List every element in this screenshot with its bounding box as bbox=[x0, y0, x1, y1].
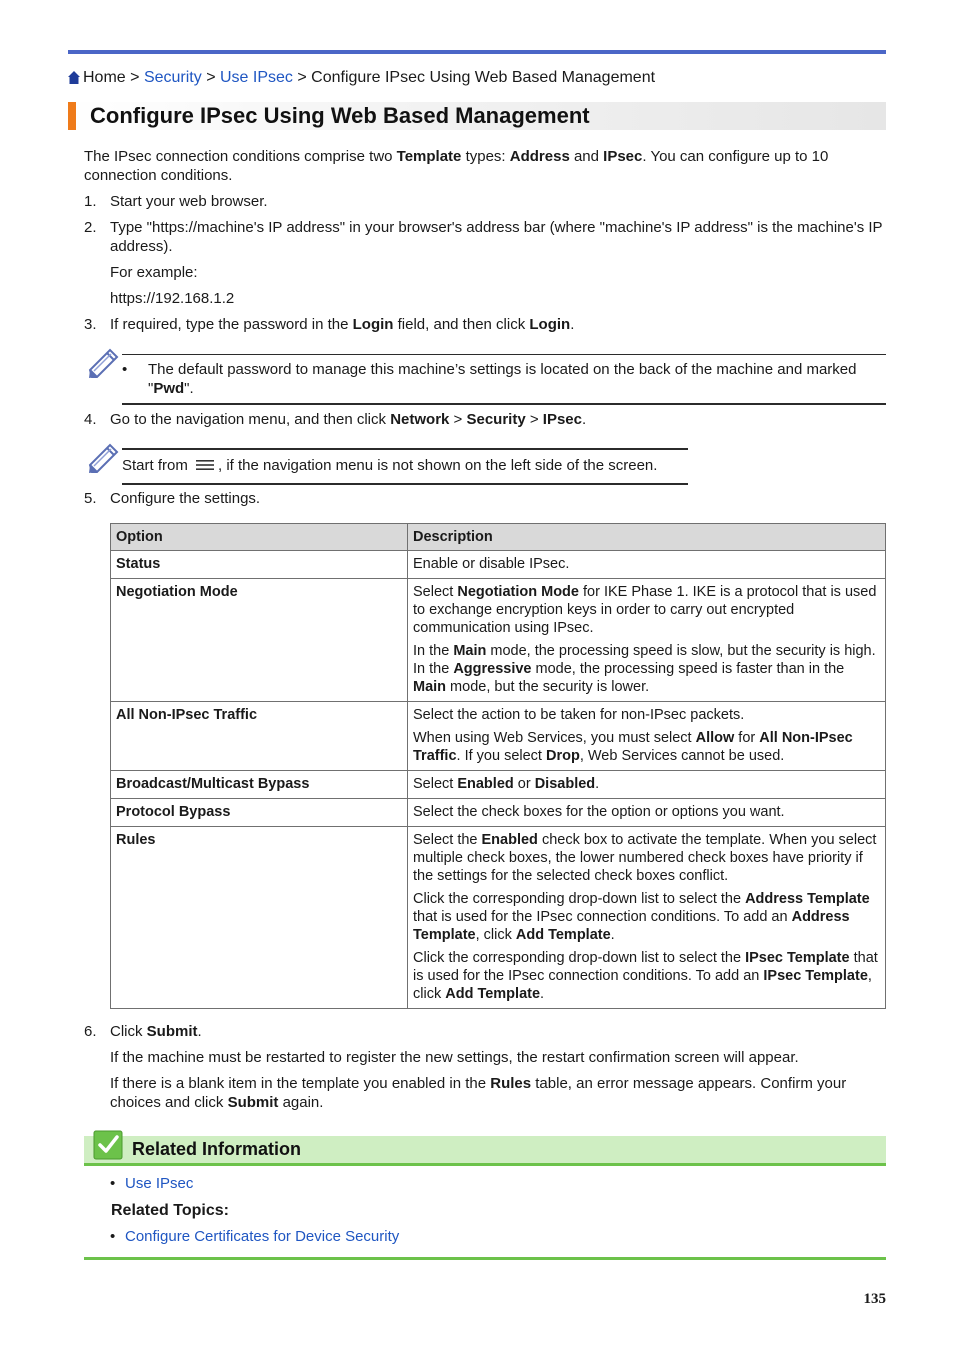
step-number: 6. bbox=[84, 1023, 97, 1040]
step-text: Start your web browser. bbox=[110, 193, 268, 210]
option-cell: Negotiation Mode bbox=[111, 579, 408, 702]
related-topics-label: Related Topics: bbox=[111, 1202, 229, 1219]
description-cell: Select Enabled or Disabled. bbox=[408, 771, 886, 799]
description-cell: Select Negotiation Mode for IKE Phase 1. IKE is a protocol that is used to exchange encryption keys in order to carry out encrypted communication using IPsec. In the Main mode, the processing speed is slow, but the security is high. In the Aggressive mode, the processing speed is faster than in the Main mode, but the security is lower. bbox=[408, 579, 886, 702]
checkmark-icon bbox=[93, 1130, 123, 1160]
step-text: Type "https://machine's IP address" in your browser's address bar (where "machine's IP address" is the machine's IP address). bbox=[110, 219, 883, 255]
description-cell: Enable or disable IPsec. bbox=[408, 551, 886, 579]
breadcrumb-link-security[interactable]: Security bbox=[143, 69, 202, 86]
breadcrumb-separator: > bbox=[206, 69, 216, 86]
note-top-rule bbox=[122, 354, 886, 355]
option-cell: Protocol Bypass bbox=[111, 799, 408, 827]
note-text: The default password to manage this machine’s settings is located on the back of the machine and marked "Pwd". bbox=[148, 361, 857, 397]
title-accent bbox=[68, 102, 76, 130]
page-title-bar bbox=[68, 102, 886, 130]
table-row bbox=[111, 799, 886, 827]
table-row bbox=[111, 702, 886, 771]
related-link-use-ipsec[interactable]: Use IPsec bbox=[125, 1175, 194, 1192]
related-link-configure-certificates[interactable]: Configure Certificates for Device Security bbox=[125, 1228, 400, 1245]
step-text: Go to the navigation menu, and then click Network > Security > IPsec. bbox=[110, 411, 587, 428]
related-list-item bbox=[110, 1227, 399, 1246]
hamburger-menu-icon bbox=[195, 458, 215, 472]
error-note: If there is a blank item in the template you enabled in the Rules table, an error message appears. Confirm your choices and click Submit again. bbox=[110, 1075, 847, 1111]
breadcrumb-link-use-ipsec[interactable]: Use IPsec bbox=[219, 69, 293, 86]
step-number: 5. bbox=[84, 490, 97, 507]
related-information-header bbox=[84, 1136, 886, 1166]
breadcrumb-home[interactable]: Home bbox=[83, 69, 126, 86]
description-cell: Select the action to be taken for non-IPsec packets. When using Web Services, you must select Allow for All Non-IPsec Traffic. If you select Drop, Web Services cannot be used. bbox=[408, 702, 886, 771]
list-bullet: • bbox=[110, 1175, 116, 1192]
step-number: 4. bbox=[84, 411, 97, 428]
table-row bbox=[111, 579, 886, 702]
note-bullet: • bbox=[122, 361, 128, 378]
note-top-rule bbox=[122, 448, 688, 450]
breadcrumb-current: Configure IPsec Using Web Based Management bbox=[311, 69, 656, 86]
page-title: Configure IPsec Using Web Based Management bbox=[90, 103, 590, 128]
option-cell: Rules bbox=[111, 827, 408, 1009]
note-text: Start from , if the navigation menu is not shown on the left side of the screen. bbox=[122, 457, 658, 474]
header-top-rule bbox=[68, 50, 886, 54]
step-text: If required, type the password in the Login field, and then click Login. bbox=[110, 316, 575, 333]
option-cell: Status bbox=[111, 551, 408, 579]
description-cell: Select the Enabled check box to activate the template. When you select multiple check boxes, the lower numbered check boxes have priority if the settings for the selected check boxes conflict. Click the corresponding drop-down list to select the Address Template that is used for the IPsec connection conditions. To add an Address Template, click Add Template. Click the corresponding drop-down list to select the IPsec Template that is used for the IPsec connection conditions. To add an IPsec Template, click Add Template. bbox=[408, 827, 886, 1009]
pencil-icon bbox=[86, 347, 120, 379]
note-bottom-rule bbox=[122, 483, 688, 485]
step-number: 1. bbox=[84, 193, 97, 210]
breadcrumb-separator: > bbox=[297, 69, 307, 86]
step-number: 2. bbox=[84, 219, 97, 236]
note-box bbox=[84, 440, 688, 488]
home-icon bbox=[68, 71, 80, 84]
note-box bbox=[84, 345, 886, 407]
description-cell: Select the check boxes for the option or options you want. bbox=[408, 799, 886, 827]
options-table bbox=[110, 523, 886, 1009]
related-bottom-rule bbox=[84, 1257, 886, 1260]
option-cell: Broadcast/Multicast Bypass bbox=[111, 771, 408, 799]
example-label: For example: bbox=[110, 264, 198, 281]
header-description: Description bbox=[408, 524, 886, 551]
table-header-row bbox=[111, 524, 886, 551]
table-row bbox=[111, 771, 886, 799]
restart-note: If the machine must be restarted to register the new settings, the restart confirmation screen will appear. bbox=[110, 1049, 799, 1066]
pencil-icon bbox=[86, 442, 120, 474]
step-text: Configure the settings. bbox=[110, 490, 261, 507]
breadcrumb bbox=[68, 68, 655, 88]
related-list-item bbox=[110, 1174, 193, 1193]
step-text: Click Submit. bbox=[110, 1023, 202, 1040]
breadcrumb-separator: > bbox=[130, 69, 140, 86]
list-bullet: • bbox=[110, 1228, 116, 1245]
example-url: https://192.168.1.2 bbox=[110, 290, 235, 307]
option-cell: All Non-IPsec Traffic bbox=[111, 702, 408, 771]
header-option: Option bbox=[111, 524, 408, 551]
table-row bbox=[111, 827, 886, 1009]
page-number: 135 bbox=[863, 1291, 886, 1307]
note-bottom-rule bbox=[122, 403, 886, 405]
step-number: 3. bbox=[84, 316, 97, 333]
related-information-title: Related Information bbox=[132, 1139, 302, 1159]
table-row bbox=[111, 551, 886, 579]
intro-paragraph: The IPsec connection conditions comprise two Template types: Address and IPsec. You can configure up to 10 connection conditions. bbox=[84, 148, 829, 184]
